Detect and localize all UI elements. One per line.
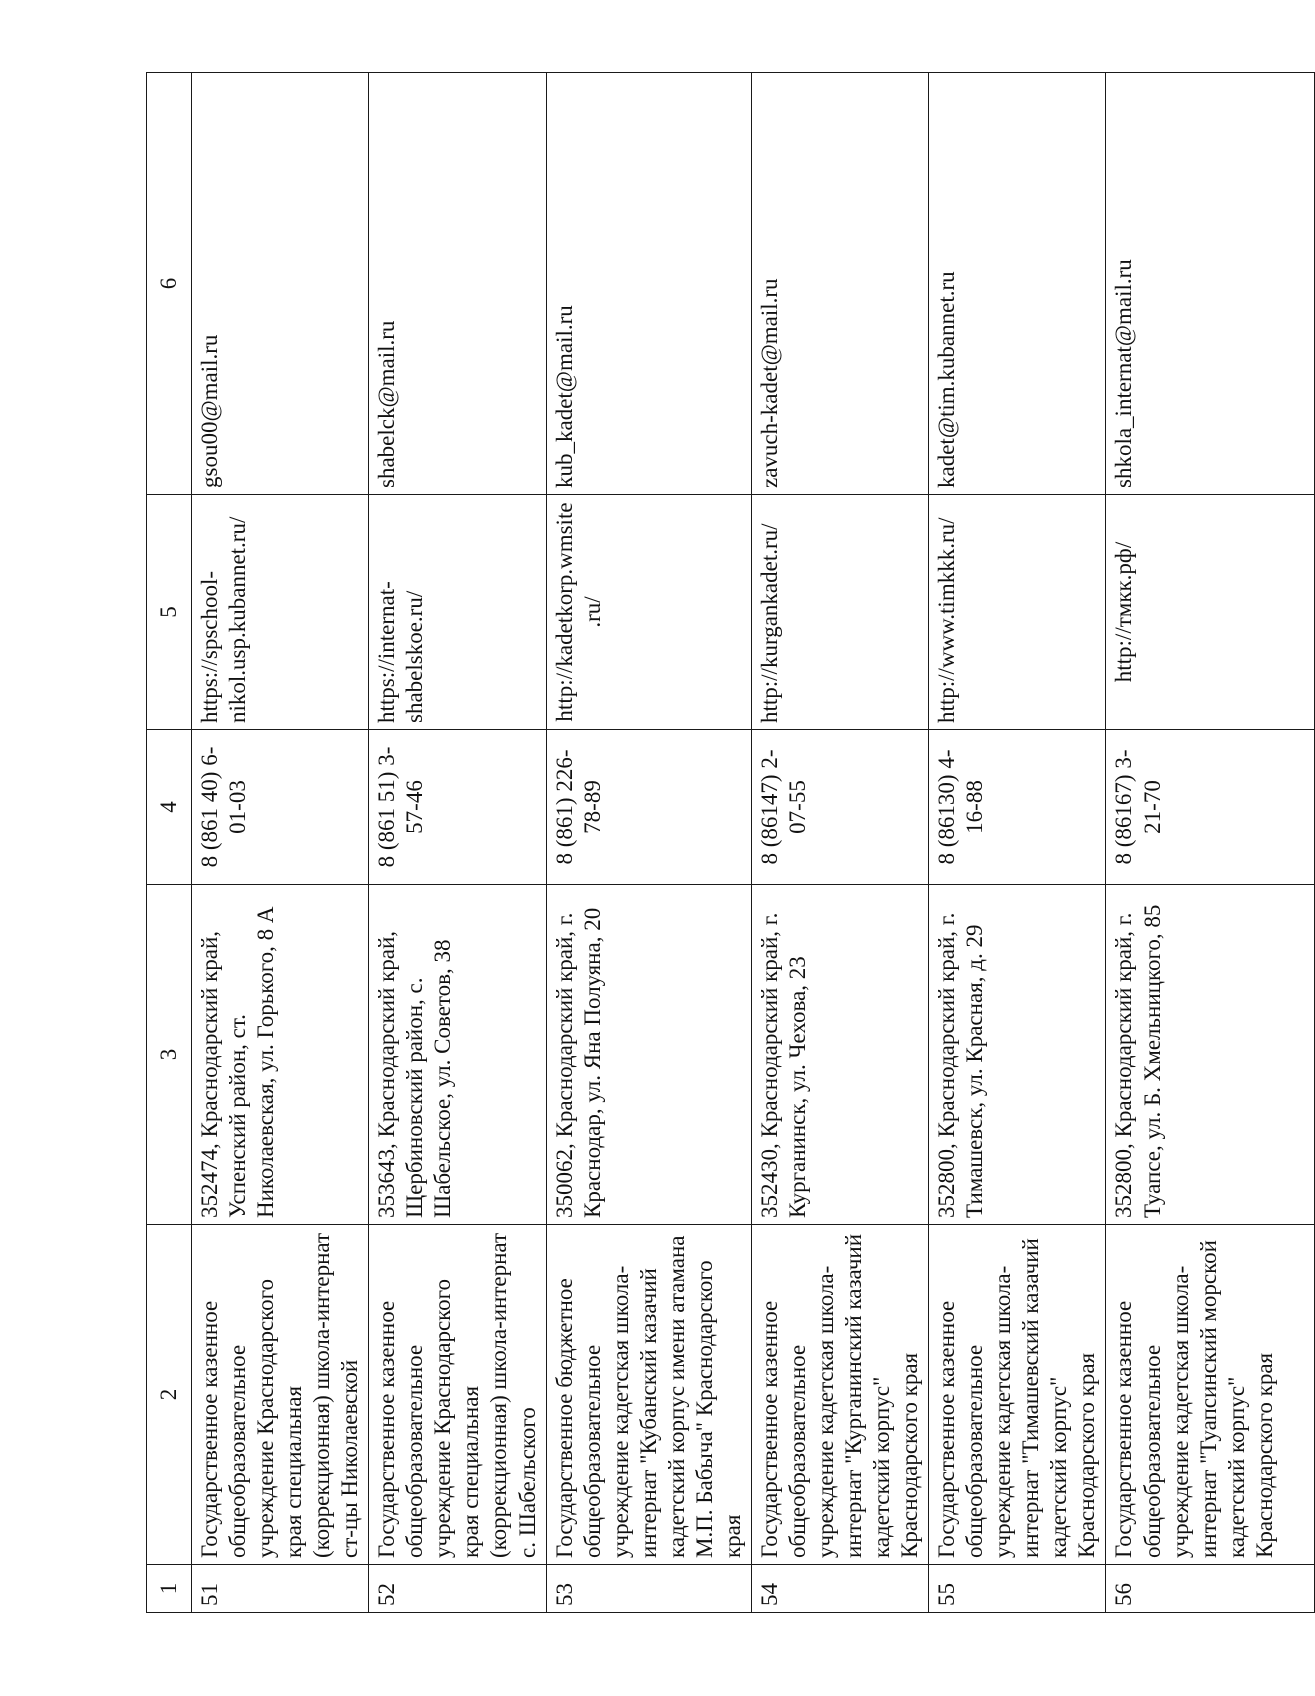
institution-phone: 8 (861) 226-78-89: [546, 730, 751, 885]
institution-website: http://kurgankadet.ru/: [751, 495, 928, 730]
institution-name: Государственное казенное общеобразовательное учреждение кадетская школа-интернат "Туапсинский морской кадетский корпус" Краснодарского края: [1106, 1225, 1315, 1565]
institution-address: 352800, Краснодарский край, г. Тимашевск, ул. Красная, д. 29: [929, 885, 1106, 1225]
institution-address: 352474, Краснодарский край, Успенский район, ст. Николаевская, ул. Горького, 8 А: [192, 885, 369, 1225]
row-number: 54: [751, 1565, 928, 1613]
institution-email: gsou00@mail.ru: [192, 73, 369, 495]
column-header-1: 1: [147, 1565, 192, 1613]
table-row: [1106, 73, 1315, 1613]
institution-email: shabelck@mail.ru: [369, 73, 546, 495]
institution-phone: 8 (86147) 2-07-55: [751, 730, 928, 885]
institution-name: Государственное бюджетное общеобразовательное учреждение кадетская школа-интернат "Кубанский казачий кадетский корпус имени атамана М.П. Бабыча" Краснодарского края: [546, 1225, 751, 1565]
institution-name: Государственное казенное общеобразовательное учреждение Краснодарского края специальная (коррекционная) школа-интернат с. Шабельского: [369, 1225, 546, 1565]
institution-name: Государственное казенное общеобразовательное учреждение Краснодарского края специальная (коррекционная) школа-интернат ст-цы Николаевской: [192, 1225, 369, 1565]
rotated-page: [146, 73, 1277, 1613]
institution-name: Государственное казенное общеобразовательное учреждение кадетская школа-интернат "Курганинский казачий кадетский корпус" Краснодарского края: [751, 1225, 928, 1565]
institution-email: kadet@tim.kubannet.ru: [929, 73, 1106, 495]
institution-phone: 8 (86130) 4-16-88: [929, 730, 1106, 885]
institution-email: shkola_internat@mail.ru: [1106, 73, 1315, 495]
column-header-4: 4: [147, 730, 192, 885]
row-number: 53: [546, 1565, 751, 1613]
institution-name: Государственное казенное общеобразовательное учреждение кадетская школа-интернат "Тимашевский казачий кадетский корпус" Краснодарского края: [929, 1225, 1106, 1565]
column-header-2: 2: [147, 1225, 192, 1565]
table-row: [929, 73, 1106, 1613]
institution-address: 350062, Краснодарский край, г. Краснодар, ул. Яна Полуяна, 20: [546, 885, 751, 1225]
row-number: 56: [1106, 1565, 1315, 1613]
institution-address: 352800, Краснодарский край, г. Туапсе, ул. Б. Хмельницкого, 85: [1106, 885, 1315, 1225]
column-header-5: 5: [147, 495, 192, 730]
institution-website: http://тмкк.рф/: [1106, 495, 1315, 730]
institution-email: kub_kadet@mail.ru: [546, 73, 751, 495]
institution-website: https://internat-shabelskoe.ru/: [369, 495, 546, 730]
institution-website: https://spschool-nikol.usp.kubannet.ru/: [192, 495, 369, 730]
institution-phone: 8 (861 40) 6-01-03: [192, 730, 369, 885]
institution-address: 353643, Краснодарский край, Щербиновский район, с. Шабельское, ул. Советов, 38: [369, 885, 546, 1225]
table-row: [369, 73, 546, 1613]
row-number: 51: [192, 1565, 369, 1613]
column-header-6: 6: [147, 73, 192, 495]
table-header-row: [147, 73, 192, 1613]
table-row: [192, 73, 369, 1613]
row-number: 55: [929, 1565, 1106, 1613]
institution-email: zavuch-kadet@mail.ru: [751, 73, 928, 495]
institution-phone: 8 (86167) 3-21-70: [1106, 730, 1315, 885]
institution-address: 352430, Краснодарский край, г. Курганинск, ул. Чехова, 23: [751, 885, 928, 1225]
institution-website: http://kadetkorp.wmsite.ru/: [546, 495, 751, 730]
institution-phone: 8 (861 51) 3-57-46: [369, 730, 546, 885]
institutions-table: [146, 72, 1315, 1613]
table-row: [546, 73, 751, 1613]
row-number: 52: [369, 1565, 546, 1613]
institution-website: http://www.timkkk.ru/: [929, 495, 1106, 730]
column-header-3: 3: [147, 885, 192, 1225]
table-row: [751, 73, 928, 1613]
